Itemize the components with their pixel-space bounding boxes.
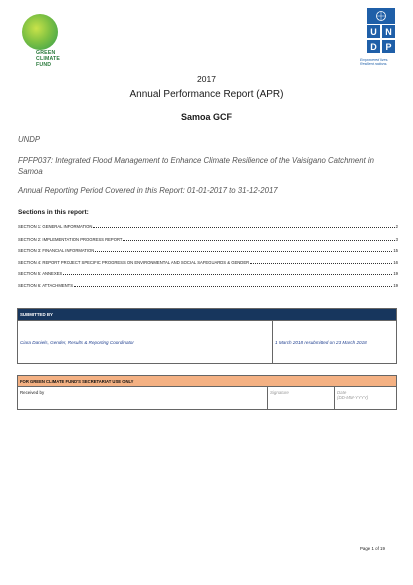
toc-page: 15: [393, 248, 398, 253]
toc-entry[interactable]: [18, 282, 398, 288]
received-by-field[interactable]: [18, 387, 268, 410]
toc-entry[interactable]: [18, 223, 398, 229]
toc-label: SECTION 4: REPORT PROJECT SPECIFIC PROGRESS ON ENVIRONMENTAL AND SOCIAL SAFEGUARDS & GENDER: [18, 260, 250, 265]
undp-tagline: [360, 58, 405, 66]
date-label: Date: [337, 390, 347, 395]
received-by-label: Received by: [20, 390, 45, 395]
date-format-hint: (DD-MM-YYYY): [337, 395, 369, 400]
toc-label: SECTION 3: FINANCIAL INFORMATION: [18, 248, 95, 253]
secretariat-header: FOR GREEN CLIMATE FUND'S SECRETARIAT USE ONLY: [18, 376, 397, 387]
toc-page: 2: [395, 224, 398, 229]
toc-page: 19: [393, 283, 398, 288]
page-number: Page 1 of 19: [360, 546, 385, 551]
project-title: Samoa GCF: [180, 112, 232, 122]
gcf-logo-line: CLIMATE: [36, 56, 61, 62]
organization: UNDP: [18, 135, 41, 144]
toc-entry[interactable]: [18, 236, 398, 242]
undp-letter: P: [382, 40, 395, 53]
toc-page: 16: [393, 260, 398, 265]
report-title: Annual Performance Report (APR): [129, 89, 284, 100]
submitted-by-table: [17, 308, 397, 364]
secretariat-table: [17, 375, 397, 410]
toc-page: 3: [395, 237, 398, 242]
sections-heading: Sections in this report:: [18, 209, 89, 216]
undp-letter: N: [382, 25, 395, 38]
date-field[interactable]: [335, 387, 397, 410]
submitter-name: Ciara Daniels, Gender, Results & Reporting Coordinator: [18, 321, 273, 364]
undp-letter: D: [367, 40, 380, 53]
submitted-by-header: SUBMITTED BY: [18, 309, 397, 321]
toc-entry[interactable]: [18, 270, 398, 276]
toc-label: SECTION 1: GENERAL INFORMATION: [18, 224, 93, 229]
undp-tagline-line: Empowered lives.: [360, 58, 389, 62]
toc-page: 19: [393, 271, 398, 276]
signature-label: Signature: [270, 390, 289, 395]
gcf-logo-line: GREEN: [36, 50, 56, 56]
undp-letter: U: [367, 25, 380, 38]
report-year: 2017: [197, 74, 216, 84]
gcf-logo-icon: [22, 14, 58, 50]
undp-tagline-line: Resilient nations.: [360, 62, 388, 67]
toc-label: SECTION 5: ANNEXES: [18, 271, 63, 276]
reporting-period: Annual Reporting Period Covered in this Report: 01-01-2017 to 31-12-2017: [18, 186, 278, 195]
toc-label: SECTION 6: ATTACHMENTS: [18, 283, 73, 288]
undp-logo: [367, 8, 395, 54]
toc-entry[interactable]: [18, 259, 398, 265]
gcf-logo-line: FUND: [36, 62, 52, 68]
signature-field[interactable]: [268, 387, 335, 410]
project-full-title: FPFP037: Integrated Flood Management to Enhance Climate Resilience of the Vaisigano Catchment in Samoa: [18, 156, 374, 176]
toc-label: SECTION 2: IMPLEMENTATION PROGRESS REPORT: [18, 237, 123, 242]
un-emblem-icon: [367, 8, 395, 24]
toc-entry[interactable]: [18, 247, 398, 253]
submission-date: 1 March 2018 resubmitted on 23 March 2018: [273, 321, 397, 364]
